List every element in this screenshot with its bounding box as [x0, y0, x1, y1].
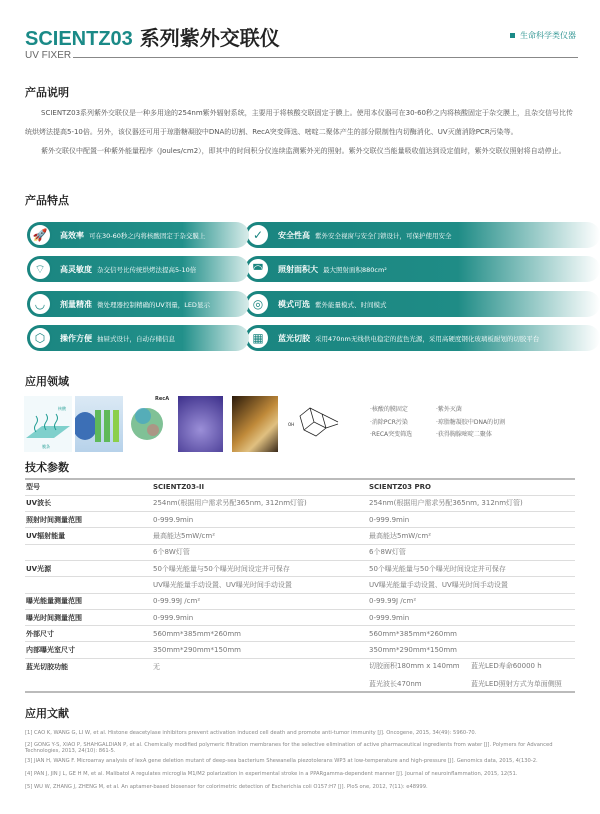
reference-item: [1] CAO K, WANG G, LI W, et al. Histone deacetylase inhibitors prevent activation induced cell death and promote anti-tumor immunity [J]. Oncogene, 2015, 34(49): 5960-70. — [25, 730, 477, 736]
feature-text: 杂交信号比传统烘烤法提高5-10倍 — [97, 265, 197, 274]
column-header: SCIENTZ03-II — [152, 479, 368, 495]
square-icon — [510, 33, 515, 38]
feature-title: 剂量精准 — [60, 299, 92, 309]
lamp-area-icon: ◚ — [246, 257, 270, 281]
application-item: ·消除PCR污染 — [370, 418, 408, 426]
table-cell: 50个曝光能量与50个曝光时间设定并可保存 — [152, 560, 368, 576]
table-row — [25, 495, 575, 511]
rocket-icon: 🚀 — [28, 223, 52, 247]
table-cell: 6个8W灯管 — [368, 544, 575, 560]
table-cell — [25, 577, 152, 593]
table-cell: UV波长 — [25, 495, 152, 511]
table-cell: 560mm*385mm*260mm — [368, 626, 575, 642]
feature-text: 最大照射面积880cm² — [323, 265, 387, 274]
reference-item: [2] GONG Y-S, XIAO P, SHAHGALDIAN P, et al. Chemically modified polymeric filtration membranes for the selective elimination of active pharmaceutical ingredients from water [J]. Polymers for Advanced Technologies, 2013, 24(10): 861-5. — [25, 742, 553, 755]
column-header: SCIENTZ03 PRO — [368, 479, 575, 495]
subtitle: UV FIXER — [25, 50, 72, 61]
gel-plate-icon: ▦ — [246, 326, 270, 350]
table-cell — [25, 544, 152, 560]
table-cell: 曝光时间测量范围 — [25, 609, 152, 625]
gauge-icon: ◡ — [28, 292, 52, 316]
column-header: 型号 — [25, 479, 152, 495]
svg-text:OH: OH — [288, 422, 295, 427]
feature-item — [245, 256, 600, 282]
feature-text: 紫外安全视窗与安全门锁设计，可保护使用安全 — [315, 231, 452, 240]
table-cell: 0-999.9min — [368, 609, 575, 625]
feature-title: 蓝光切胶 — [278, 333, 310, 343]
table-cell: 最高能达5mW/cm² — [368, 528, 575, 544]
application-item: ·核酸的膜固定 — [370, 406, 408, 413]
table-cell-line: 蓝光波长470nm — [369, 680, 422, 689]
specs-table — [25, 478, 575, 693]
description-paragraph: 紫外交联仪中配置一种紫外能量程序（Joules/cm2），即其中的时间积分仪连续监测紫外光的照射。紫外交联仪当能量吸收值达到设定值时，紫外交联仪照射将自动停止。 — [41, 147, 566, 155]
feature-title: 照射面积大 — [278, 264, 318, 274]
table-cell: 0-99.99J /cm² — [152, 593, 368, 609]
feature-item — [27, 291, 249, 317]
feature-item — [27, 222, 249, 248]
feature-title: 操作方便 — [60, 333, 92, 343]
table-row — [25, 512, 575, 528]
table-cell: UV辐射能量 — [25, 528, 152, 544]
feature-text: 采用470nm无线供电稳定的蓝色光源，采用高硬度钢化玻璃板耐划的切胶平台 — [315, 334, 540, 343]
table-header-row — [25, 479, 575, 495]
gel-image — [178, 396, 223, 452]
reference-item: [5] WU W, ZHANG J, ZHENG M, et al. An aptamer-based biosensor for colorimetric detection of Escherichia coli O157:H7 [J]. PloS one, 2012, 7(11): e48999. — [25, 784, 428, 790]
table-cell: 50个曝光能量与50个曝光时间设定并可保存 — [368, 560, 575, 576]
table-row — [25, 593, 575, 609]
rings-icon: ◎ — [246, 292, 270, 316]
table-row — [25, 560, 575, 576]
cube-icon: ⬡ — [28, 326, 52, 350]
table-cell: UV曝光能量手动设置、UV曝光时间手动设置 — [368, 577, 575, 593]
table-cell: 照射时间测量范围 — [25, 512, 152, 528]
table-row — [25, 609, 575, 625]
table-cell: 254nm(根据用户需求另配365nm, 312nm灯管) — [368, 495, 575, 511]
table-row — [25, 544, 575, 560]
table-cell-line: 蓝光LED照射方式为单面侧照 — [471, 680, 562, 689]
feature-item — [27, 325, 249, 351]
table-row — [25, 577, 575, 593]
table-row — [25, 626, 575, 642]
category-label: 生命科学类仪器 — [510, 30, 576, 41]
description-paragraph: SCIENTZ03系列紫外交联仪是一种多用途的254nm紫外辐射系统，主要用于将核酸交联固定于膜上。使用本仪器可在30-60秒之内将核酸固定于杂交膜上，且杂交信号比传统烘烤法提高5-10倍。另外，该仪器还可用于琼脂糖凝胶中DNA的切割、RecA突变筛选、嘧啶二聚体产生的部分限制性内切酶消化、UV灭菌消除PCR污染等。 — [25, 109, 573, 136]
shield-check-icon: ✓ — [246, 223, 270, 247]
reca-protein-image: RecA — [127, 396, 173, 452]
table-cell-line: 切胶面积180mm x 140mm — [369, 662, 460, 671]
feature-title: 模式可选 — [278, 299, 310, 309]
feature-title: 安全性高 — [278, 230, 310, 240]
pcr-tubes-image — [75, 396, 123, 452]
table-cell-line: 蓝光LED寿命60000 h — [471, 662, 542, 671]
section-heading-features: 产品特点 — [25, 194, 69, 207]
table-cell: 350mm*290mm*150mm — [368, 642, 575, 658]
table-cell: 254nm(根据用户需求另配365nm, 312nm灯管) — [152, 495, 368, 511]
feature-title: 高效率 — [60, 230, 84, 240]
reference-item: [3] JIAN H, WANG F. Microarray analysis of lexA gene deletion mutant of deep-sea bacterium Shewanella piezotolerans WP3 at low-temperature and high-pressure [J]. Genomics data, 2015, 4(130-2. — [25, 758, 538, 764]
table-cell: 无 — [152, 658, 368, 692]
table-row — [25, 658, 575, 692]
table-row — [25, 642, 575, 658]
feature-text: 抽屉式设计，自动存储信息 — [97, 334, 175, 343]
section-heading-description: 产品说明 — [25, 86, 69, 99]
thymine-dimer-structure-image — [286, 396, 346, 452]
feature-item — [245, 222, 600, 248]
application-item: ·琼脂糖凝胶中DNA的切割 — [436, 418, 506, 426]
table-cell: 内部曝光室尺寸 — [25, 642, 152, 658]
table-cell: UV曝光能量手动设置、UV曝光时间手动设置 — [152, 577, 368, 593]
membrane-image: 核酸 膜条 — [24, 396, 72, 452]
table-cell: 560mm*385mm*260mm — [152, 626, 368, 642]
feature-title: 高灵敏度 — [60, 264, 92, 274]
section-heading-specs: 技术参数 — [25, 461, 69, 474]
gel-cutting-image — [232, 396, 278, 452]
table-cell: 350mm*290mm*150mm — [152, 642, 368, 658]
feature-text: 微处理器控制精确的UV剂量，LED显示 — [97, 300, 210, 309]
reference-item: [4] PAN J, JIN J L, GE H M, et al. Malibatol A regulates microglia M1/M2 polarization in experimental stroke in a PPARgamma-dependent manner [J]. Journal of neuroinflammation, 2015, 12(51. — [25, 771, 518, 777]
page-title: SCIENTZ03 系列紫外交联仪 — [25, 26, 280, 50]
divider — [73, 57, 578, 58]
table-cell: 6个8W灯管 — [152, 544, 368, 560]
feature-item — [245, 291, 600, 317]
section-heading-references: 应用文献 — [25, 707, 69, 720]
feature-text: 紫外能量模式、时间模式 — [315, 300, 387, 309]
feature-item — [245, 325, 600, 351]
table-cell: 0-999.9min — [152, 512, 368, 528]
table-cell: 0-999.9min — [368, 512, 575, 528]
table-cell: 0-999.9min — [152, 609, 368, 625]
table-cell: 外部尺寸 — [25, 626, 152, 642]
application-item: ·RECA突变筛选 — [370, 431, 413, 438]
feature-item — [27, 256, 249, 282]
table-cell: 蓝光切胶功能 — [25, 658, 152, 692]
table-cell: UV光源 — [25, 560, 152, 576]
application-item: ·紫外灭菌 — [436, 406, 462, 413]
application-item: ·获得胸腺嘧啶二聚体 — [436, 431, 492, 438]
table-cell: 0-99.99J /cm² — [368, 593, 575, 609]
table-cell: 最高能达5mW/cm² — [152, 528, 368, 544]
table-row — [25, 528, 575, 544]
antenna-icon: ⌔ — [28, 257, 52, 281]
section-heading-applications: 应用领域 — [25, 375, 69, 388]
feature-text: 可在30-60秒之内将核酸固定于杂交膜上 — [89, 231, 206, 240]
table-cell: 曝光能量测量范围 — [25, 593, 152, 609]
